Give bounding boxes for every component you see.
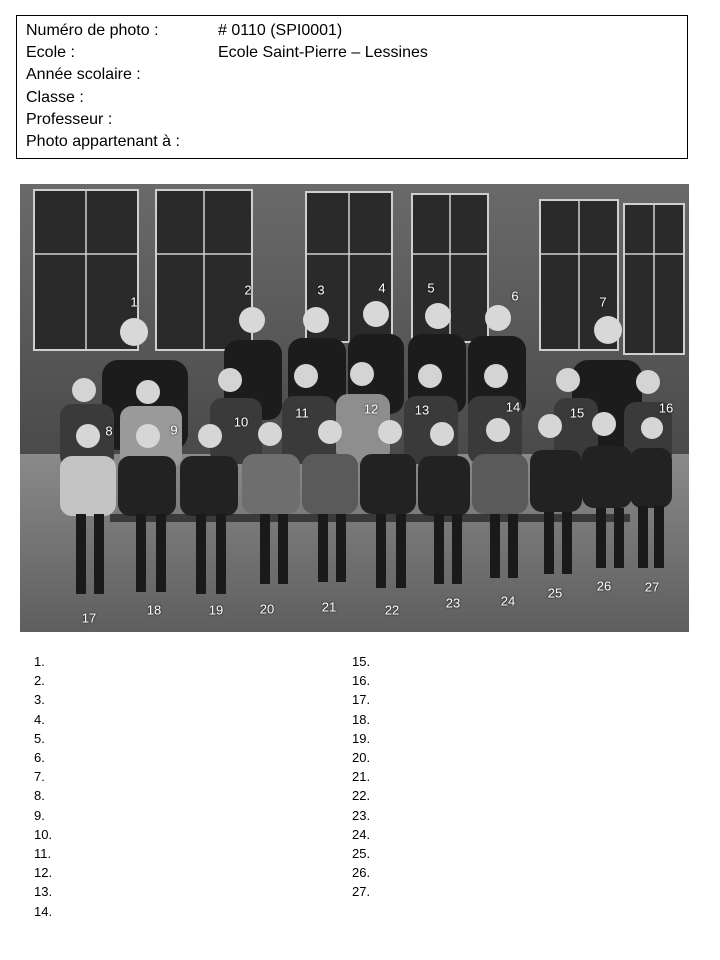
photo-number-value: # 0110 (SPI0001) [218,22,343,39]
list-item: 7. [34,769,45,785]
photo-label-16: 16 [658,400,674,416]
list-item: 21. [352,769,371,785]
photo-label-8: 8 [105,423,113,439]
list-item: 22. [352,788,371,804]
photo-label-23: 23 [445,595,461,611]
list-item: 10. [34,826,53,842]
photo-label-27: 27 [644,579,660,595]
photo-label-17: 17 [81,610,97,626]
photo-label-20: 20 [259,601,275,617]
class-photo [20,184,689,632]
name-list-right [352,652,370,902]
list-item: 15. [352,654,371,669]
list-item: 2. [34,673,45,689]
photo-label-11: 11 [295,405,309,421]
school-value: Ecole Saint-Pierre – Lessines [218,44,428,61]
class-label: Classe : [26,89,84,106]
name-list-left [34,652,52,921]
photo-label-21: 21 [321,599,337,615]
photo-label-6: 6 [511,288,519,304]
list-item: 11. [34,846,52,862]
photo-label-4: 4 [378,280,386,296]
list-item: 12. [34,865,53,881]
photo-label-13: 13 [414,402,430,418]
photo-label-12: 12 [363,401,379,417]
class-photo-drawing [20,184,689,632]
owner-label: Photo appartenant à : [26,133,180,150]
photo-label-15: 15 [569,405,585,421]
list-item: 25. [352,846,371,862]
list-item: 4. [34,711,45,727]
photo-label-5: 5 [427,280,435,296]
photo-label-2: 2 [244,282,252,298]
list-item: 9. [34,807,45,823]
list-item: 8. [34,788,45,804]
list-item: 18. [352,711,371,727]
photo-label-22: 22 [384,602,400,618]
photo-label-25: 25 [547,585,563,601]
list-item: 5. [34,730,45,746]
list-item: 23. [352,807,371,823]
school-label: Ecole : [26,44,75,61]
photo-label-14: 14 [505,399,521,415]
photo-label-1: 1 [130,294,138,310]
list-item: 20. [352,750,371,766]
list-item: 3. [34,692,45,708]
photo-info-box [16,15,688,159]
photo-label-3: 3 [317,282,325,298]
list-item: 1. [34,654,45,669]
photo-label-9: 9 [170,422,178,438]
photo-number-label: Numéro de photo : [26,22,159,39]
photo-label-19: 19 [208,602,224,618]
school-year-label: Année scolaire : [26,66,141,83]
photo-label-26: 26 [596,578,612,594]
list-item: 13. [34,884,53,900]
list-item: 24. [352,826,371,842]
list-item: 14. [34,903,53,919]
photo-label-18: 18 [146,602,162,618]
photo-label-24: 24 [500,593,516,609]
list-item: 16. [352,673,371,689]
list-item: 6. [34,750,45,766]
list-item: 19. [352,730,371,746]
teacher-label: Professeur : [26,111,113,128]
list-item: 26. [352,865,371,881]
list-item: 17. [352,692,371,708]
list-item: 27. [352,884,371,900]
photo-label-7: 7 [599,294,607,310]
photo-label-10: 10 [233,414,249,430]
